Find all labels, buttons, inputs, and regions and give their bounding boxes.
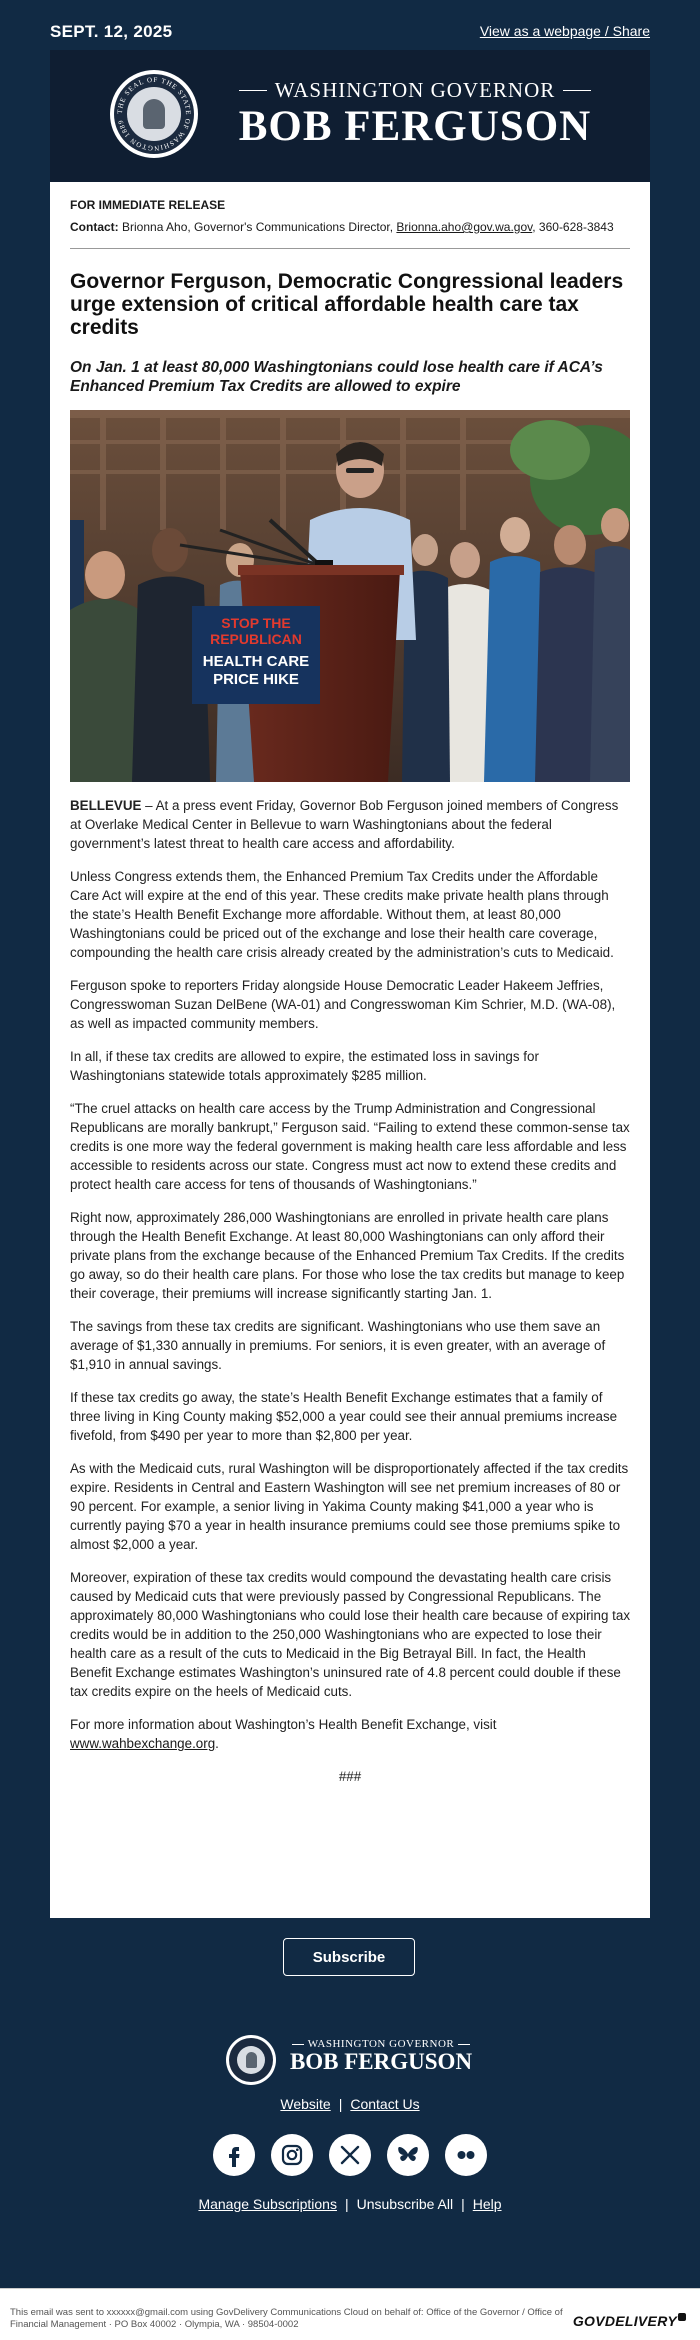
press-event-illustration [70,410,630,782]
unsubscribe-all-link[interactable]: Unsubscribe All [356,2196,454,2212]
footer-seal-icon [226,2035,276,2085]
press-event-photo [70,410,630,782]
dateline: BELLEVUE [70,798,142,813]
contact-line [70,220,640,234]
subscribe-button[interactable]: Subscribe [283,1938,415,1976]
header-title-small: WASHINGTON GOVERNOR [274,78,556,102]
sign-line-1: STOP THE [221,615,291,631]
contact-prefix: Contact: [70,220,119,234]
paragraph-2: Unless Congress extends them, the Enhanced Premium Tax Credits under the Affordable Care Act will expire at the end of this year. These credits make private health plans through the state’s Health Benefit Exchange more affordable. Without them, at least 80,000 Washingtonians could be priced out of the exchange and lose their health care coverage, compounding the health care crisis already created by the administration’s cuts to Medicaid. [70,869,614,960]
paragraph-6: Right now, approximately 286,000 Washingtonians are enrolled in private health care plans through the Health Benefit Exchange. At least 80,000 Washingtonians can only afford their private plans from the exchange because of the Enhanced Premium Tax Credits. If the credits go away, so do their health care plans. For those who lose the tax credits but manage to keep their coverage, their premiums will increase significantly starting Jan. 1. [70,1210,625,1301]
manage-subscriptions-link[interactable]: Manage Subscriptions [198,2196,337,2212]
release-label: FOR IMMEDIATE RELEASE [70,198,226,212]
footer-logo [226,2035,476,2087]
contact-name: Brionna Aho, Governor's Communications Director, [118,220,397,234]
footer-links: Website | Contact Us [280,2096,420,2112]
header-title [210,78,620,149]
paragraph-9: As with the Medicaid cuts, rural Washington will be disproportionately affected if the tax credits expire. Residents in Central and Eastern Washington will see net premium increases of 80 or 90 percent. For example, a senior living in Yakima County making $41,000 a year who is currently paying $70 a year in health insurance premiums could see those premiums spike to almost $2,000 a year. [70,1461,629,1552]
paragraph-8: If these tax credits go away, the state’s Health Benefit Exchange estimates that a family of three living in King County making $52,000 a year could see their annual premiums increase fivefold, from $490 per year to more than $2,800 per year. [70,1390,618,1443]
sign-line-3: HEALTH CARE [202,653,310,670]
press-release-card [50,182,650,1918]
view-as-webpage-link[interactable]: View as a webpage / Share [479,23,650,39]
sign-line-2: REPUBLICAN [210,631,302,647]
bluesky-icon[interactable] [387,2134,429,2176]
washington-state-seal [110,70,198,158]
seal-text-ring [114,74,194,154]
facebook-icon[interactable] [213,2134,255,2176]
wahbexchange-link[interactable]: www.wahbexchange.org [70,1736,216,1751]
paragraph-1: BELLEVUE – At a press event Friday, Governor Bob Ferguson joined members of Congress at Overlake Medical Center in Bellevue to warn Washingtonians about the federal government’s latest threat to health care access and affordability. [70,798,619,851]
subheadline: On Jan. 1 at least 80,000 Washingtonians could lose health care if ACA’s Enhanced Premium Tax Credits are allowed to expire [70,359,603,395]
header-banner [50,50,650,182]
newsletter-date: SEPT. 12, 2025 [50,22,173,41]
website-link[interactable]: Website [280,2096,331,2112]
contact-us-link[interactable]: Contact Us [350,2096,420,2112]
govdelivery-logo: GOVDELIVERY [573,2313,686,2329]
sign-line-4: PRICE HIKE [213,671,299,688]
legal-text: This email was sent to xxxxxx@gmail.com using GovDelivery Communications Cloud on behalf of: Office of the Governor / Office of Financial Management · PO Box 40002 · Olympia, WA · 98504-0002 [10,2307,563,2330]
end-mark: ### [338,1769,362,1784]
x-icon[interactable] [329,2134,371,2176]
paragraph-3: Ferguson spoke to reporters Friday alongside House Democratic Leader Hakeem Jeffries, Congresswoman Suzan DelBene (WA-01) and Congresswoman Kim Schrier, M.D. (WA-08), as well as impacted community members. [70,978,616,1031]
paragraph-4: In all, if these tax credits are allowed to expire, the estimated loss in savings for Washingtonians statewide totals approximately $285 million. [70,1049,539,1083]
instagram-icon[interactable] [271,2134,313,2176]
divider [70,248,630,249]
headline: Governor Ferguson, Democratic Congressional leaders urge extension of critical affordable health care tax credits [70,270,624,339]
social-icons [213,2134,487,2178]
legal-footer [0,2288,700,2340]
paragraph-5: “The cruel attacks on health care access by the Trump Administration and Congressional Republicans are morally bankrupt,” Ferguson said. “Failing to extend these common-sense tax credits is one more way the federal government is making health care less affordable and less accessible to residents across our state. Congress must act now to extend these credits and protect health care access for tens of thousands of Washingtonians.” [70,1101,630,1192]
svg-text:THE SEAL OF THE STATE OF WASHI: THE SEAL OF THE STATE OF WASHINGTON 1889 [115,75,193,153]
top-bar [50,20,650,44]
help-link[interactable]: Help [472,2196,502,2212]
paragraph-7: The savings from these tax credits are significant. Washingtonians who use them save an average of $1,330 annually in premiums. For seniors, it is even greater, with an average of $1,910 in annual savings. [70,1319,606,1372]
paragraph-11: For more information about Washington’s Health Benefit Exchange, visit www.wahbexchange.org. [70,1717,497,1751]
header-title-big: BOB FERGUSON [238,103,592,150]
article-body [70,796,630,1800]
subscription-links: Manage Subscriptions | Unsubscribe All | Help [198,2196,502,2212]
contact-email-link[interactable]: Brionna.aho@gov.wa.gov [396,220,533,234]
contact-phone: , 360-628-3843 [532,220,614,234]
footer-title-small: WASHINGTON GOVERNOR [307,2038,455,2050]
paragraph-10: Moreover, expiration of these tax credits would compound the devastating health care crisis caused by Medicaid cuts that were previously passed by Congressional Republicans. The approximately 80,000 Washingtonians who could lose their health care because of expiring tax credits would be in addition to the 250,000 Washingtonians who are expected to lose their health care as a result of the cuts to Medicaid in the Big Betrayal Bill. In fact, the Health Benefit Exchange estimates Washington’s uninsured rate of 4.8 percent could double if these tax credits expire on the heels of Medicaid cuts. [70,1570,631,1699]
flickr-icon[interactable] [445,2134,487,2176]
footer-title-big: BOB FERGUSON [289,2049,473,2074]
